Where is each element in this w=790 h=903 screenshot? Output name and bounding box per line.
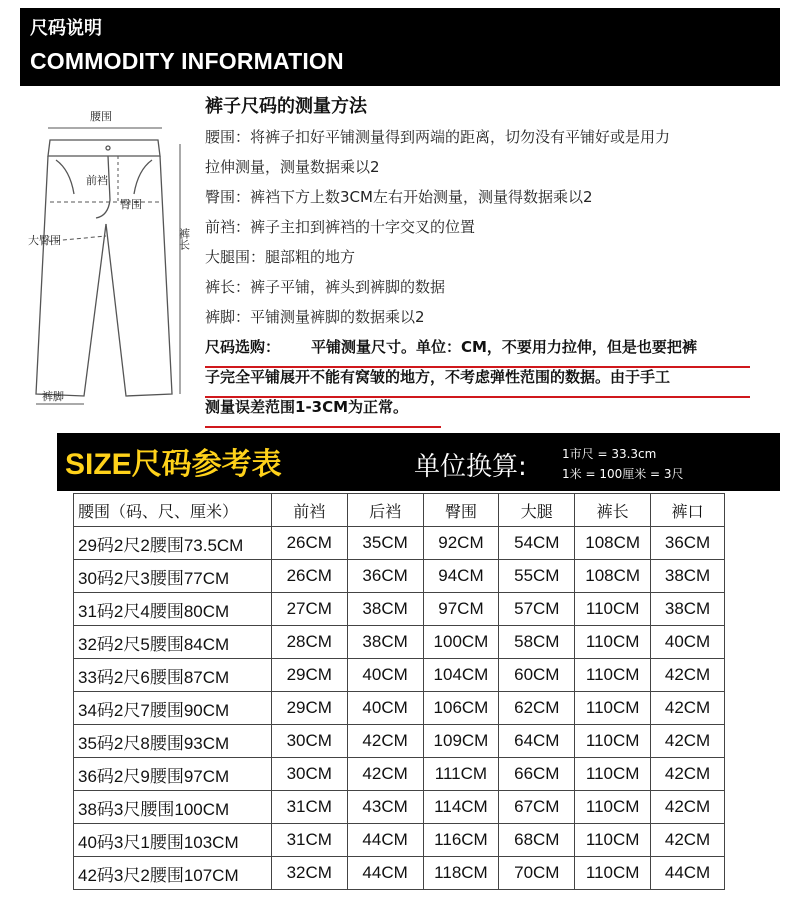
table-cell: 26CM — [271, 560, 347, 593]
table-cell: 100CM — [423, 626, 499, 659]
table-cell: 29CM — [271, 692, 347, 725]
table-cell: 35CM — [347, 527, 423, 560]
table-cell: 43CM — [347, 791, 423, 824]
instruction-line: 裤长：裤子平铺，裤头到裤脚的数据 — [205, 278, 446, 296]
table-cell: 116CM — [423, 824, 499, 857]
column-header: 大腿 — [499, 494, 575, 527]
table-cell: 31CM — [271, 791, 347, 824]
size-chart-title: SIZE尺码参考表 — [65, 448, 282, 481]
table-cell: 42CM — [651, 758, 725, 791]
table-cell: 110CM — [575, 659, 651, 692]
table-cell: 92CM — [423, 527, 499, 560]
size-pick-line: 测量误差范围1-3CM为正常。 — [205, 398, 409, 416]
table-cell: 55CM — [499, 560, 575, 593]
column-header: 裤长 — [575, 494, 651, 527]
table-cell: 68CM — [499, 824, 575, 857]
table-cell: 114CM — [423, 791, 499, 824]
table-cell: 38码3尺腰围100CM — [74, 791, 272, 824]
table-cell: 94CM — [423, 560, 499, 593]
table-cell: 110CM — [575, 692, 651, 725]
table-cell: 42CM — [651, 692, 725, 725]
header-title-en: COMMODITY INFORMATION — [30, 48, 344, 74]
size-pick-text: 平铺测量尺寸。单位：CM，不要用力拉伸，但是也要把裤 — [311, 338, 697, 356]
header-banner — [20, 8, 780, 86]
table-cell: 29码2尺2腰围73.5CM — [74, 527, 272, 560]
table-cell: 108CM — [575, 560, 651, 593]
table-row — [74, 824, 725, 857]
label-front-rise: 前裆 — [86, 174, 108, 187]
table-cell: 29CM — [271, 659, 347, 692]
instruction-line: 大腿围：腿部粗的地方 — [205, 248, 356, 266]
table-row — [74, 725, 725, 758]
table-cell: 40CM — [347, 659, 423, 692]
table-row — [74, 692, 725, 725]
table-cell: 38CM — [651, 593, 725, 626]
instruction-line: 臀围：裤裆下方上数3CM左右开始测量，测量得数据乘以2 — [205, 188, 593, 206]
size-pick-line: 子完全平铺展开不能有窝皱的地方，不考虑弹性范围的数据。由于手工 — [205, 368, 671, 386]
table-cell: 54CM — [499, 527, 575, 560]
table-cell: 30CM — [271, 725, 347, 758]
measurement-instructions — [205, 92, 775, 422]
table-cell: 38CM — [651, 560, 725, 593]
table-cell: 42CM — [347, 758, 423, 791]
table-cell: 42CM — [347, 725, 423, 758]
table-row — [74, 758, 725, 791]
table-cell: 118CM — [423, 857, 499, 890]
table-cell: 34码2尺7腰围90CM — [74, 692, 272, 725]
label-hem: 裤脚 — [42, 390, 64, 403]
table-cell: 111CM — [423, 758, 499, 791]
table-cell: 106CM — [423, 692, 499, 725]
table-row — [74, 791, 725, 824]
column-header: 臀围 — [423, 494, 499, 527]
conversion-line: 1市尺 = 33.3cm — [562, 447, 657, 461]
pants-diagram — [22, 104, 194, 416]
table-cell: 108CM — [575, 527, 651, 560]
table-body — [74, 527, 725, 890]
table-cell: 70CM — [499, 857, 575, 890]
table-cell: 31CM — [271, 824, 347, 857]
label-hip: 臀围 — [120, 198, 142, 211]
table-cell: 109CM — [423, 725, 499, 758]
table-cell: 38CM — [347, 626, 423, 659]
table-cell: 110CM — [575, 626, 651, 659]
size-pick-line — [205, 332, 775, 362]
table-cell: 110CM — [575, 791, 651, 824]
table-cell: 44CM — [651, 857, 725, 890]
instruction-line: 腰围：将裤子扣好平铺测量得到两端的距离，切勿没有平铺好或是用力 — [205, 128, 671, 146]
table-cell: 42CM — [651, 725, 725, 758]
table-cell: 110CM — [575, 824, 651, 857]
instructions-title: 裤子尺码的测量方法 — [205, 96, 367, 117]
table-cell: 67CM — [499, 791, 575, 824]
table-cell: 30码2尺3腰围77CM — [74, 560, 272, 593]
unit-conversion-label: 单位换算: — [414, 452, 527, 482]
label-waist: 腰围 — [90, 110, 112, 123]
table-header-row — [74, 494, 725, 527]
table-cell: 35码2尺8腰围93CM — [74, 725, 272, 758]
table-cell: 44CM — [347, 824, 423, 857]
label-length: 裤长 — [177, 228, 191, 250]
table-cell: 40码3尺1腰围103CM — [74, 824, 272, 857]
table-cell: 32CM — [271, 857, 347, 890]
table-cell: 32码2尺5腰围84CM — [74, 626, 272, 659]
size-table — [73, 493, 725, 890]
red-underline — [205, 426, 441, 428]
table-cell: 38CM — [347, 593, 423, 626]
table-cell: 97CM — [423, 593, 499, 626]
table-cell: 110CM — [575, 758, 651, 791]
red-underline — [205, 366, 750, 368]
table-cell: 62CM — [499, 692, 575, 725]
table-cell: 36码2尺9腰围97CM — [74, 758, 272, 791]
label-thigh: 大臀围 — [28, 234, 61, 247]
table-cell: 30CM — [271, 758, 347, 791]
table-cell: 33码2尺6腰围87CM — [74, 659, 272, 692]
table-cell: 26CM — [271, 527, 347, 560]
table-cell: 60CM — [499, 659, 575, 692]
table-cell: 40CM — [347, 692, 423, 725]
table-cell: 36CM — [651, 527, 725, 560]
table-cell: 36CM — [347, 560, 423, 593]
column-header: 后裆 — [347, 494, 423, 527]
table-row — [74, 560, 725, 593]
table-row — [74, 527, 725, 560]
table-cell: 42码3尺2腰围107CM — [74, 857, 272, 890]
table-cell: 44CM — [347, 857, 423, 890]
table-cell: 110CM — [575, 857, 651, 890]
table-cell: 110CM — [575, 593, 651, 626]
table-cell: 104CM — [423, 659, 499, 692]
table-cell: 31码2尺4腰围80CM — [74, 593, 272, 626]
instruction-line: 裤脚：平铺测量裤脚的数据乘以2 — [205, 308, 425, 326]
table-cell: 58CM — [499, 626, 575, 659]
size-pick-label: 尺码选购： — [205, 338, 281, 356]
table-row — [74, 593, 725, 626]
table-cell: 66CM — [499, 758, 575, 791]
table-cell: 40CM — [651, 626, 725, 659]
header-title-zh: 尺码说明 — [30, 18, 102, 39]
conversion-line: 1米 = 100厘米 = 3尺 — [562, 467, 684, 481]
column-header: 裤口 — [651, 494, 725, 527]
table-cell: 28CM — [271, 626, 347, 659]
table-cell: 27CM — [271, 593, 347, 626]
table-cell: 42CM — [651, 824, 725, 857]
table-row — [74, 857, 725, 890]
table-cell: 64CM — [499, 725, 575, 758]
table-cell: 42CM — [651, 659, 725, 692]
red-underline — [205, 396, 750, 398]
instruction-line: 前裆：裤子主扣到裤裆的十字交叉的位置 — [205, 218, 476, 236]
instruction-line: 拉伸测量，测量数据乘以2 — [205, 158, 380, 176]
column-header: 前裆 — [271, 494, 347, 527]
column-header: 腰围（码、尺、厘米） — [74, 494, 272, 527]
table-cell: 42CM — [651, 791, 725, 824]
size-chart-banner — [57, 433, 780, 491]
table-cell: 57CM — [499, 593, 575, 626]
table-cell: 110CM — [575, 725, 651, 758]
table-row — [74, 659, 725, 692]
table-row — [74, 626, 725, 659]
